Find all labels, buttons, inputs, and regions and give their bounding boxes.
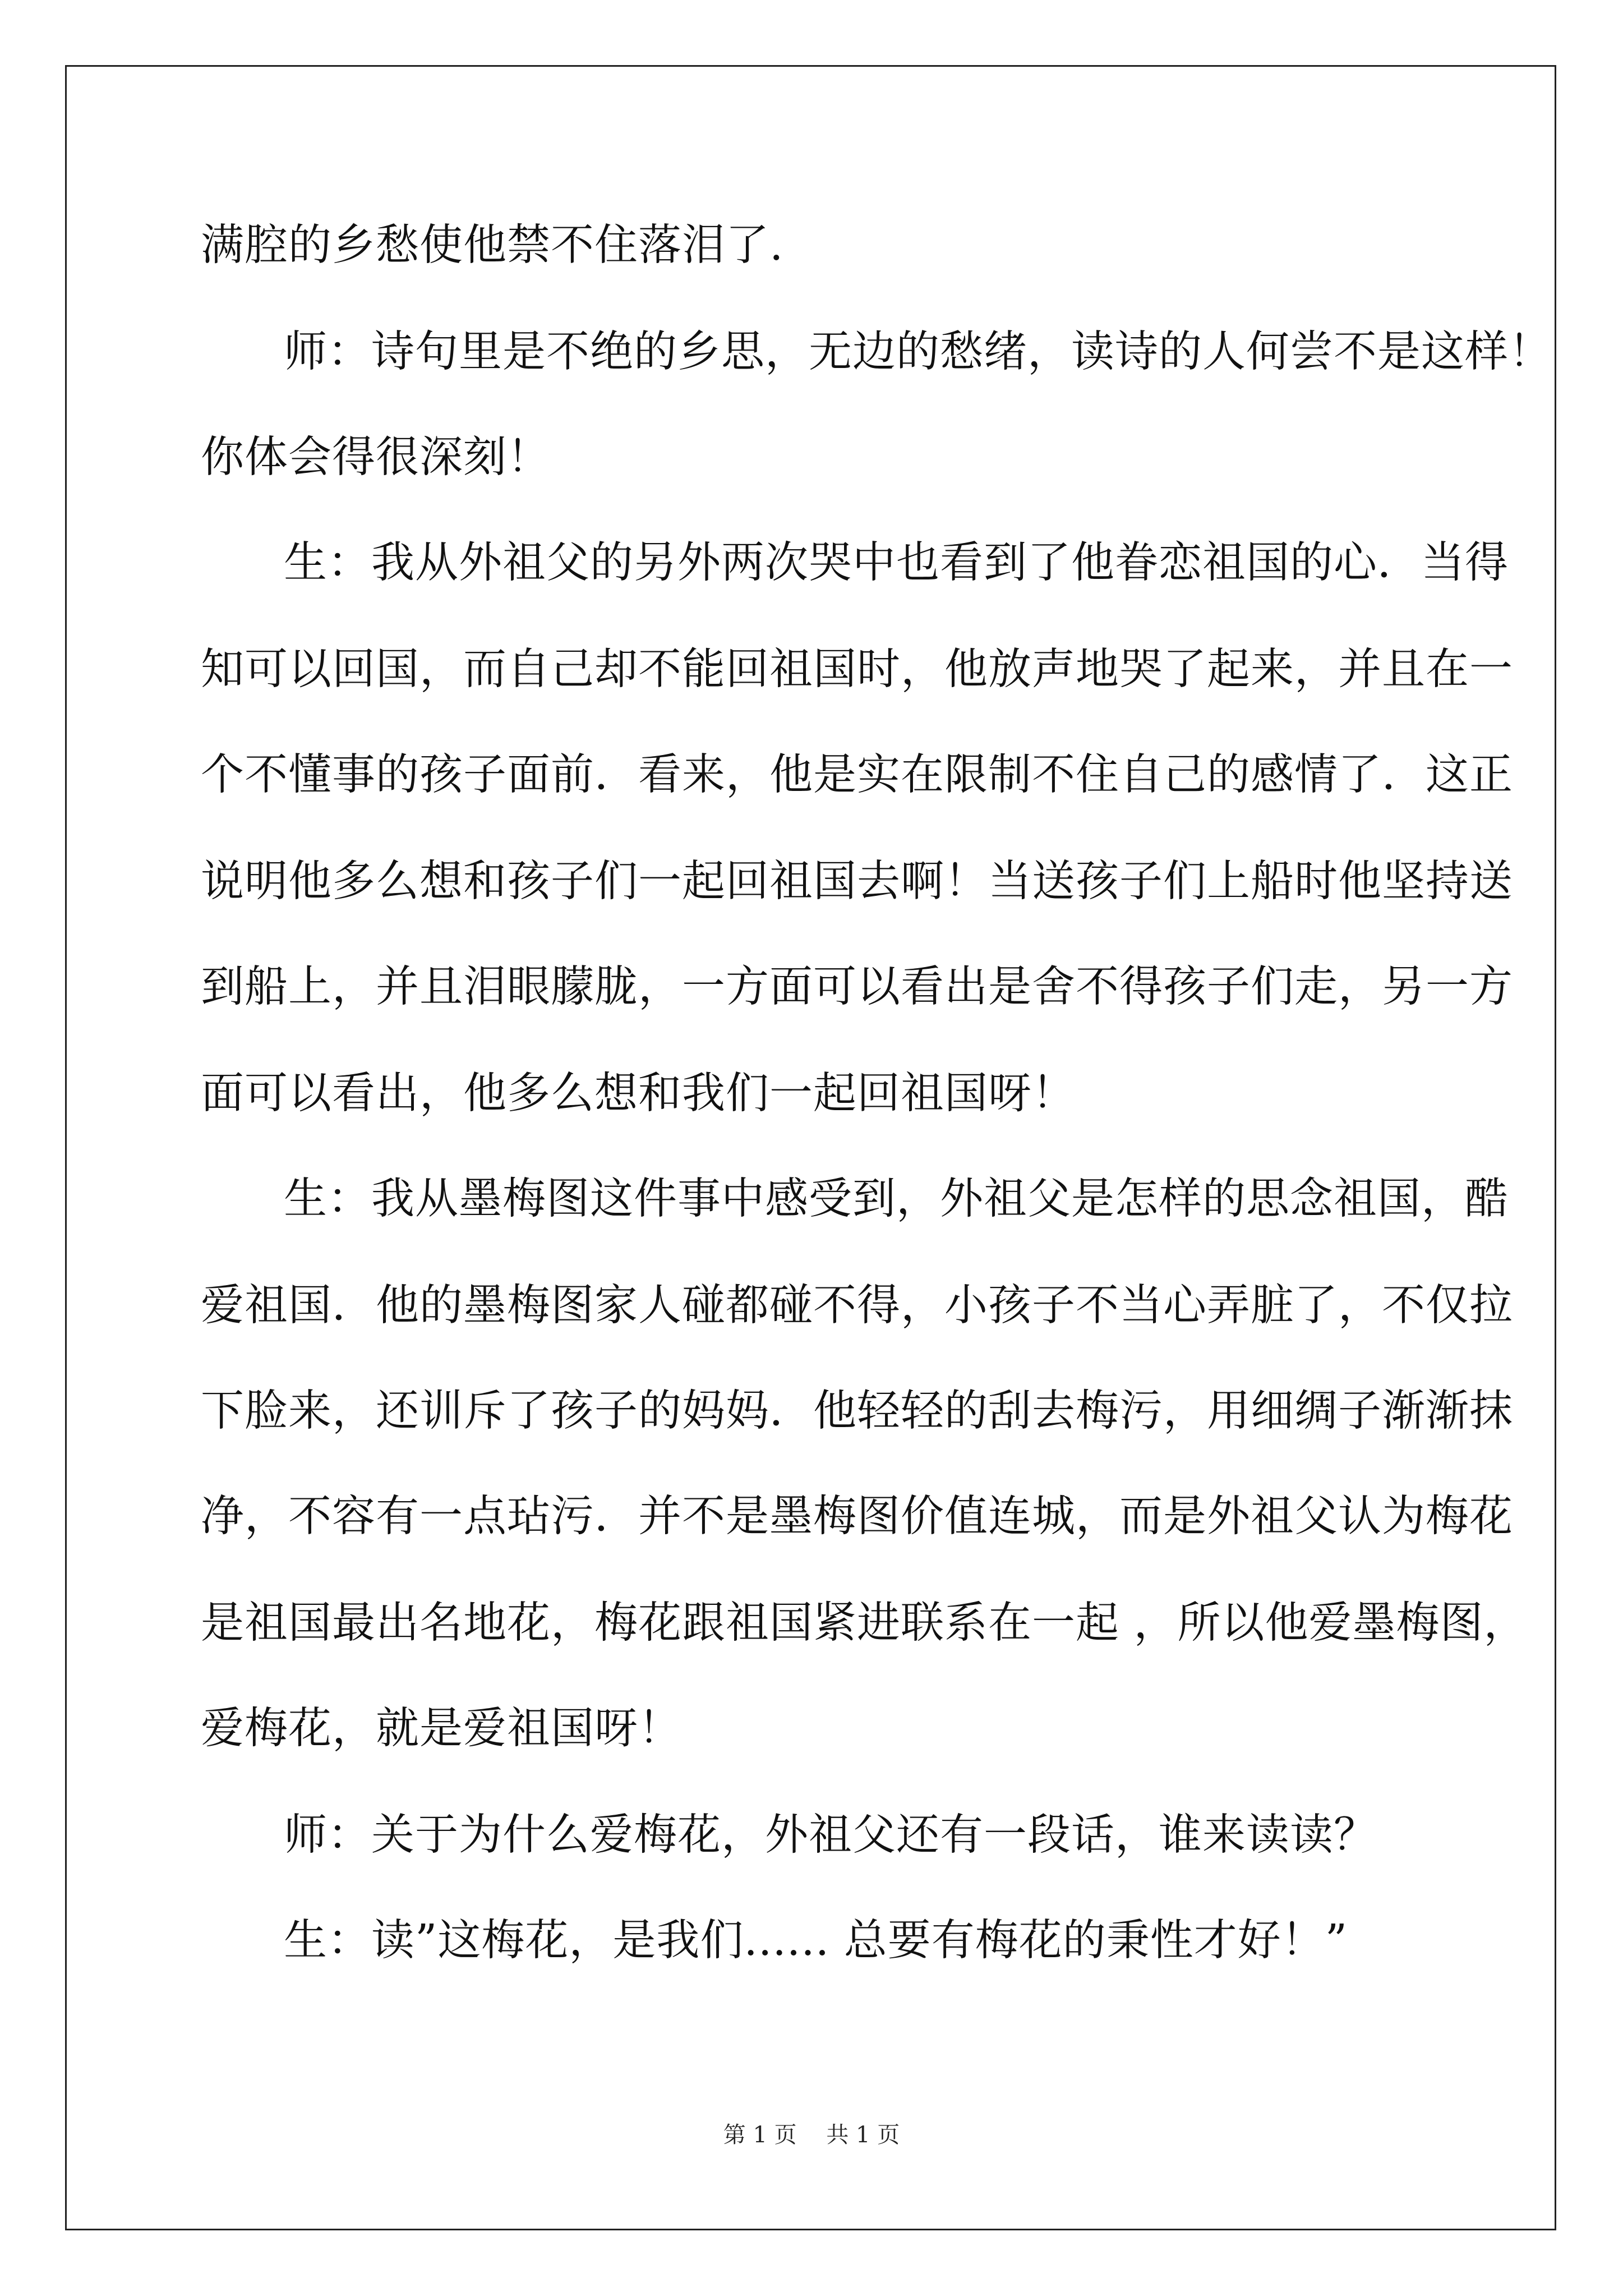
text-line: 你体会得很深刻！ — [201, 432, 551, 482]
page-number-footer: 第 1 页 共 1 页 — [723, 2122, 900, 2148]
text-line: 是祖国最出名地花，梅花跟祖国紧进联系在一起 ，所以他爱墨梅图， — [201, 1598, 1528, 1648]
text-line: 满腔的乡愁使他禁不住落泪了. — [201, 220, 784, 270]
text-line: 生：我从外祖父的另外两次哭中也看到了他眷恋祖国的心．当得 — [284, 538, 1509, 588]
text-line: 说明他多么想和孩子们一起回祖国去啊！当送孩子们上船时他坚持送 — [201, 857, 1513, 907]
text-line: 生：读”这梅花，是我们...... 总要有梅花的秉性才好！” — [284, 1916, 1348, 1966]
text-line: 生：我从墨梅图这件事中感受到，外祖父是怎样的思念祖国，酷 — [284, 1174, 1509, 1224]
text-line: 下脸来，还训斥了孩子的妈妈．他轻轻的刮去梅污，用细绸子渐渐抹 — [201, 1386, 1513, 1436]
text-line: 爱梅花，就是爱祖国呀！ — [201, 1704, 682, 1754]
page-border — [65, 65, 1556, 2230]
text-line: 面可以看出，他多么想和我们一起回祖国呀！ — [201, 1069, 1076, 1119]
text-line: 爱祖国．他的墨梅图家人碰都碰不得，小孩子不当心弄脏了，不仅拉 — [201, 1281, 1513, 1331]
text-line: 师：诗句里是不绝的乡思，无边的愁绪，读诗的人何尝不是这样！ — [284, 327, 1552, 377]
text-line: 知可以回国，而自己却不能回祖国时，他放声地哭了起来，并且在一 — [201, 645, 1513, 694]
text-line: 到船上，并且泪眼朦胧，一方面可以看出是舍不得孩子们走，另一方 — [201, 962, 1513, 1012]
text-line: 净，不容有一点玷污．并不是墨梅图价值连城，而是外祖父认为梅花 — [201, 1492, 1513, 1542]
text-line: 个不懂事的孩子面前．看来，他是实在限制不住自己的感情了．这正 — [201, 750, 1513, 800]
text-line: 师：关于为什么爱梅花，外祖父还有一段话，谁来读读？ — [284, 1810, 1377, 1860]
